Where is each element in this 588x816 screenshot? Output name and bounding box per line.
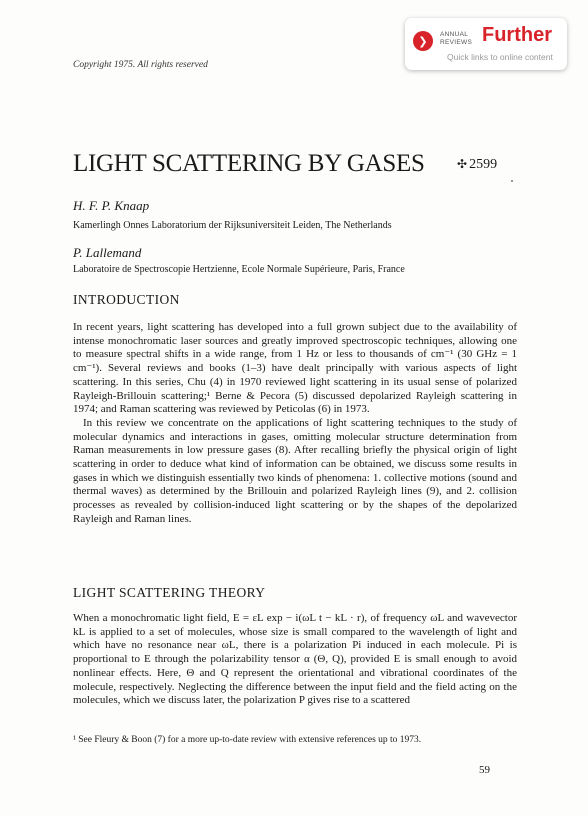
footnote: ¹ See Fleury & Boon (7) for a more up-to-date review with extensive references up to 1973. (73, 735, 422, 745)
theory-body (73, 612, 517, 708)
badge-publisher (440, 31, 472, 47)
paragraph: In recent years, light scattering has developed into a full grown subject due to the availability of intense monochromatic laser sources and greatly improved spectroscopic techniques, allowing one to measure spectral shifts in a wide range, from 1 Hz or less to thousands of cm⁻¹ (30 GHz = 1 cm⁻¹). Several reviews and books (1–3) have dealt principally with various aspects of light scattering. In this series, Chu (4) in 1970 reviewed light scattering in its usual sense of polarized Rayleigh-Brillouin scattering;¹ Berne & Pecora (5) discussed depolarized Rayleigh scattering in 1974; and Raman scattering was reviewed by Peticolas (6) in 1973. (73, 321, 517, 416)
badge-quick-links-label: Quick links to online content (447, 52, 553, 62)
section-heading-theory: LIGHT SCATTERING THEORY (73, 585, 266, 600)
annual-reviews-logo-icon: ❯ (413, 31, 433, 51)
introduction-body (73, 321, 517, 527)
badge-reviews-label: REVIEWS (440, 39, 473, 46)
paragraph: In this review we concentrate on the applications of light scattering techniques to the study of molecular dynamics and interactions in gases, omitting molecular structure determination from Raman measurements in low pressure gases (8). After recalling briefly the physical origin of light scattering in order to deduce what kind of information can be obtained, we discuss some results in gases in which we distinguish essentially two kinds of phenomena: 1. collective motions (sound and thermal waves) as determined by the Brillouin and polarized Rayleigh lines (9), and 2. collision processes as revealed by collision-induced light scattering or by the shapes of the depolarized Rayleigh and Raman lines. (73, 416, 517, 525)
paragraph: When a monochromatic light field, E = εL exp − i(ωL t − kL · r), of frequency ωL and wavevector kL is applied to a set of molecules, whose size is small compared to the wavelength of light and which have no resonance near ωL, there is a polarization Pi induced in each molecule. Pi is proportional to E through the polarizability tensor α (Θ, Q), provided E is small enough to avoid nonlinear effects. Here, Θ and Q represent the orientational and vibrational coordinates of the molecule, respectively. Neglecting the difference between the input field and the field acting on the molecules, which we discuss later, the polarization P gives rise to a scattered (73, 612, 517, 707)
article-code-value: 2599 (469, 157, 498, 172)
badge-annual-label: ANNUAL (440, 31, 469, 38)
author-affiliation: Kamerlingh Onnes Laboratorium der Rijksuniversiteit Leiden, The Netherlands (73, 220, 392, 231)
further-badge[interactable] (405, 18, 567, 70)
article-title: LIGHT SCATTERING BY GASES (73, 150, 425, 177)
article-code (457, 157, 497, 173)
copyright-notice: Copyright 1975. All rights reserved (73, 60, 208, 70)
author-name: H. F. P. Knaap (73, 198, 150, 213)
badge-further-label: Further (482, 24, 552, 46)
asterisk-mark-icon: ✣ (457, 157, 468, 171)
section-heading-introduction: INTRODUCTION (73, 292, 180, 307)
speck-dot (511, 180, 513, 182)
author-affiliation: Laboratoire de Spectroscopie Hertzienne, Ecole Normale Supérieure, Paris, France (73, 264, 405, 275)
author-name: P. Lallemand (73, 245, 142, 260)
page-number: 59 (479, 764, 490, 776)
